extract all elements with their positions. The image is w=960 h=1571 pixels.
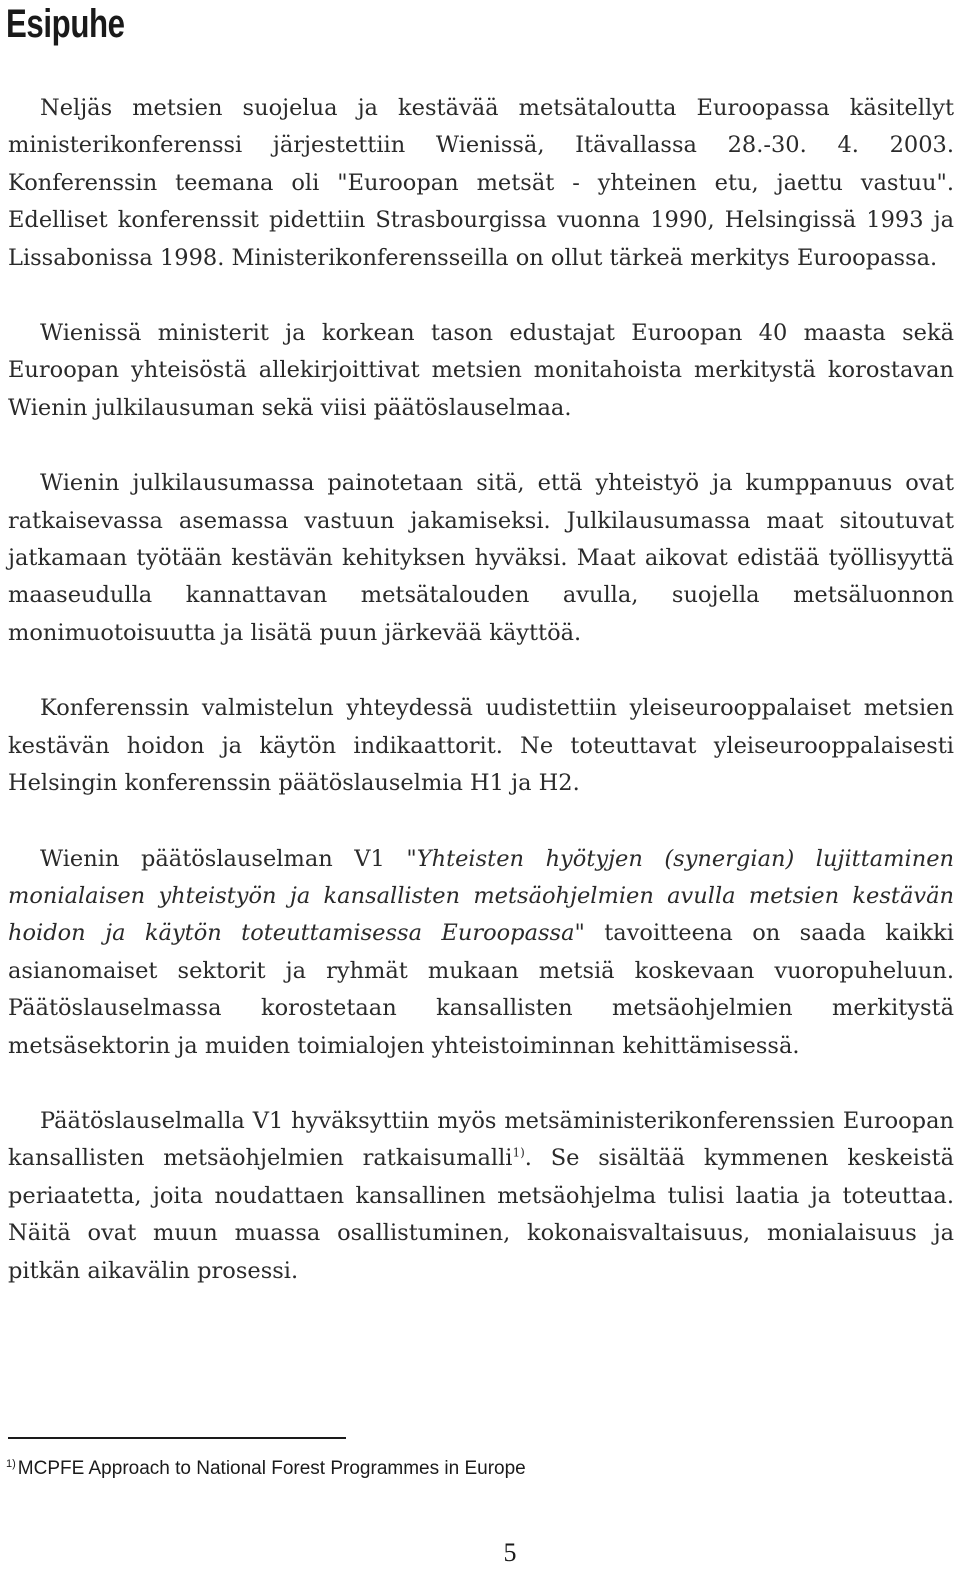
paragraph-6 bbox=[8, 1103, 954, 1290]
paragraph-5-rest: " tavoitteena on saada kaikki asianomaiset sektorit ja ryhmät mukaan metsiä koskevaan vuoropuheluun. Päätöslauselmassa korostetaan kansallisten metsäohjelmien merkitystä metsäsektorin ja muiden toimialojen yhteistoiminnan kehittämisessä. bbox=[8, 920, 954, 1059]
paragraph-2: Wienissä ministerit ja korkean tason edustajat Euroopan 40 maasta sekä Euroopan yhteisöstä allekirjoittivat metsien monitahoista merkitystä korostavan Wienin julkilausuman sekä viisi päätöslauselmaa. bbox=[8, 320, 954, 421]
footnote-text: MCPFE Approach to National Forest Programmes in Europe bbox=[17, 1458, 526, 1479]
footnote-marker: 1) bbox=[6, 1457, 16, 1470]
paragraph-4: Konferenssin valmistelun yhteydessä uudistettiin yleiseurooppalaiset metsien kestävän hoidon ja käytön indikaattorit. Ne toteuttavat yleiseurooppalaisesti Helsingin konferenssin päätöslauselmia H1 ja H2. bbox=[8, 695, 954, 797]
footnote-reference[interactable]: 1) bbox=[512, 1145, 525, 1160]
footnote bbox=[6, 1456, 526, 1482]
paragraph-1: Neljäs metsien suojelua ja kestävää metsätaloutta Euroopassa käsitellyt ministerikonferenssi järjestettiin Wienissä, Itävallassa 28.-30. 4. 2003. Konferenssin teemana oli "Euroopan metsät - yhteinen etu, jaettu vastuu". Edelliset konferenssit pidettiin Strasbourgissa vuonna 1990, Helsingissä 1993 ja Lissabonissa 1998. Ministerikonferensseilla on ollut tärkeä merkitys Euroopassa. bbox=[8, 95, 954, 271]
body-text bbox=[8, 90, 954, 1328]
paragraph-6-lead: Päätöslauselmalla V1 hyväksyttiin myös metsäministerikonferenssien Euroopan kansallisten metsäohjelmien ratkaisumalli bbox=[8, 1107, 954, 1172]
paragraph-3: Wienin julkilausumassa painotetaan sitä, että yhteistyö ja kumppanuus ovat ratkaisevassa asemassa vastuun jakamiseksi. Julkilausumassa maat sitoutuvat jatkamaan työtään kestävän kehityksen hyväksi. Maat aikovat edistää työllisyyttä maaseudulla kannattavan metsätalouden avulla, suojella metsäluonnon monimuotoisuutta ja lisätä puun järkevää käyttöä. bbox=[8, 470, 954, 646]
resolution-title: Yhteisten hyötyjen (synergian) lujittaminen monialaisen yhteistyön ja kansallisten metsäohjelmien avulla metsien kestävän hoidon ja käytön toteuttamisessa Euroopassa bbox=[8, 845, 954, 947]
page-number: 5 bbox=[503, 1538, 517, 1567]
page-title: Esipuhe bbox=[6, 2, 125, 46]
paragraph-5 bbox=[8, 841, 954, 1065]
paragraph-5-lead: Wienin päätöslauselman V1 " bbox=[40, 845, 417, 872]
footnote-divider bbox=[8, 1437, 346, 1439]
paragraph-6-rest: . Se sisältää kymmenen keskeistä periaatetta, joita noudattaen kansallinen metsäohjelma tulisi laatia ja toteuttaa. Näitä ovat muun muassa osallistuminen, kokonaisvaltaisuus, monialaisuus ja pitkän aikavälin prosessi. bbox=[8, 1145, 954, 1284]
